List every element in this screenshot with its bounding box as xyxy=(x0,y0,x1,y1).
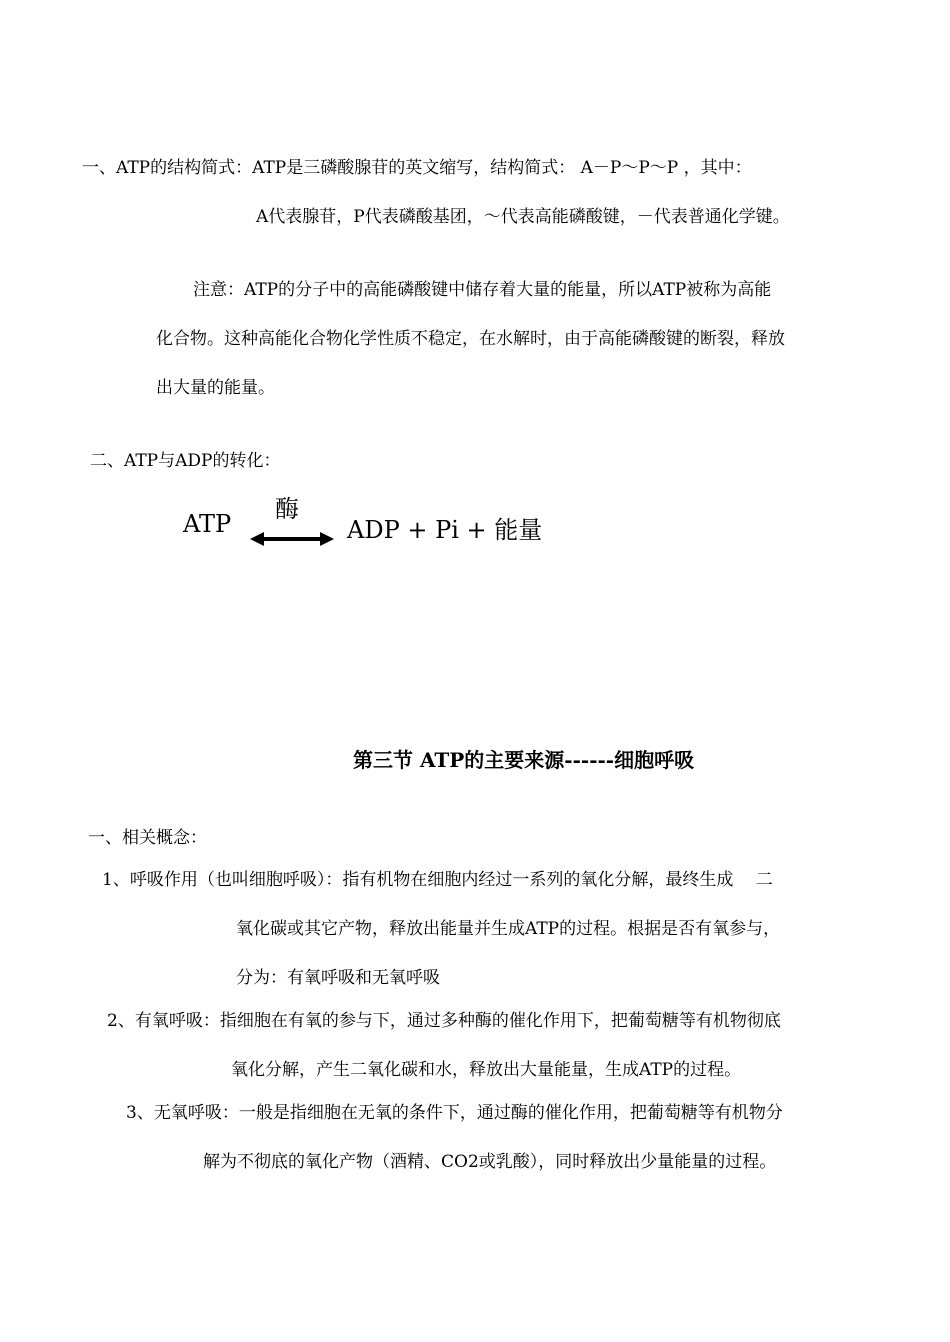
aerobic-line-2: 氧化分解，产生二氧化碳和水，释放出大量能量，生成ATP的过程。 xyxy=(231,1060,742,1080)
respiration-line-3: 分为：有氧呼吸和无氧呼吸 xyxy=(236,968,440,988)
atp-structure-explanation: A代表腺苷，P代表磷酸基团，～代表高能磷酸键，－代表普通化学键。 xyxy=(256,207,790,227)
concepts-heading: 一、相关概念： xyxy=(88,828,207,848)
equation-left: ATP xyxy=(183,510,232,538)
anaerobic-line-1: 3、无氧呼吸：一般是指细胞在无氧的条件下，通过酶的催化作用，把葡萄糖等有机物分 xyxy=(126,1103,783,1123)
note-line-3: 出大量的能量。 xyxy=(156,378,275,398)
anaerobic-line-2: 解为不彻底的氧化产物（酒精、CO2或乳酸），同时释放出少量能量的过程。 xyxy=(203,1152,777,1172)
aerobic-line-1: 2、有氧呼吸：指细胞在有氧的参与下，通过多种酶的催化作用下，把葡萄糖等有机物彻底 xyxy=(107,1011,781,1031)
respiration-line-2: 氧化碳或其它产物，释放出能量并生成ATP的过程。根据是否有氧参与， xyxy=(236,919,781,939)
double-arrow-icon xyxy=(248,529,336,549)
enzyme-label: 酶 xyxy=(275,495,299,523)
note-line-1: 注意：ATP的分子中的高能磷酸键中储存着大量的能量，所以ATP被称为高能 xyxy=(193,280,772,300)
atp-structure-line: 一、ATP的结构简式：ATP是三磷酸腺苷的英文缩写，结构简式： A－P～P～P ，其中： xyxy=(82,158,752,178)
atp-adp-heading: 二、ATP与ADP的转化： xyxy=(90,451,281,471)
equation-right: ADP + Pi + 能量 xyxy=(347,516,543,544)
note-line-2: 化合物。这种高能化合物化学性质不稳定，在水解时，由于高能磷酸键的断裂，释放 xyxy=(156,329,785,349)
chapter-title: 第三节 ATP的主要来源------细胞呼吸 xyxy=(353,748,695,772)
respiration-line-1: 1、呼吸作用（也叫细胞呼吸）：指有机物在细胞内经过一系列的氧化分解，最终生成 二 xyxy=(102,870,773,890)
